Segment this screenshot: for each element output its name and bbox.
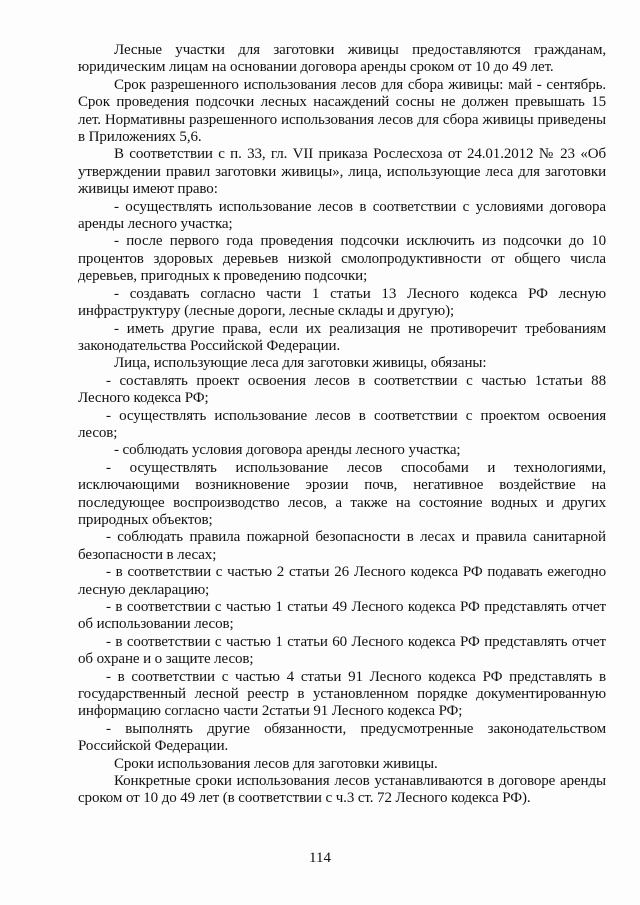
list-item-duty: - соблюдать условия договора аренды лесного участка;	[114, 442, 461, 459]
section-heading: Сроки использования лесов для заготовки живицы.	[114, 755, 438, 772]
list-item-duty: - в соответствии с частью 1 статьи 49 Лесного кодекса РФ представлять отчет об использовании лесов;	[78, 599, 606, 633]
list-item-duty: - составлять проект освоения лесов в соответствии с частью 1статьи 88 Лесного кодекса РФ;	[78, 372, 606, 407]
paragraph-leasing: Лесные участки для заготовки живицы предоставляются гражданам, юридическим лицам на основании договора аренды сроком от 10 до 49 лет.	[78, 42, 606, 76]
list-item-duty: - выполнять другие обязанности, предусмотренные законодательством Российской Федерации.	[78, 720, 606, 755]
list-item-duty: - в соответствии с частью 2 статьи 26 Лесного кодекса РФ подавать ежегодно лесную декларацию;	[78, 564, 606, 598]
list-item-duty: - соблюдать правила пожарной безопасности в лесах и правила санитарной безопасности в лесах;	[78, 529, 606, 563]
list-item-right: - после первого года проведения подсочки исключить из подсочки до 10 процентов здоровых деревьев низкой смолопродуктивности от общего числа деревьев, пригодных к проведению подсочки;	[78, 233, 606, 285]
list-item-duty: - в соответствии с частью 4 статьи 91 Лесного кодекса РФ представлять в государственный лесной реестр в установленном порядке документированную информацию согласно части 2статьи 91 Лесного кодекса РФ;	[78, 668, 606, 720]
list-item-right: - осуществлять использование лесов в соответствии с условиями договора аренды лесного участка;	[78, 198, 606, 233]
paragraph-duties-intro: Лица, использующие леса для заготовки живицы, обязаны:	[114, 355, 487, 372]
page-number: 114	[309, 850, 331, 866]
list-item-duty: - осуществлять использование лесов способами и технологиями, исключающими возникновение эрозии почв, негативное воздействие на последующее воспроизводство лесов, а также на состояние водных и других природных объектов;	[78, 459, 606, 528]
list-item-duty: - в соответствии с частью 1 статьи 60 Лесного кодекса РФ представлять отчет об охране и о защите лесов;	[78, 633, 606, 668]
paragraph-terms: Конкретные сроки использования лесов устанавливаются в договоре аренды сроком от 10 до 49 лет (в соответствии с ч.3 ст. 72 Лесного кодекса РФ).	[78, 773, 606, 807]
paragraph-period: Срок разрешенного использования лесов для сбора живицы: май - сентябрь. Срок проведения подсочки лесных насаждений сосны не должен превышать 15 лет. Нормативны разрешенного использования лесов для сбора живицы приведены в Приложениях 5,6.	[78, 76, 606, 146]
list-item-duty: - осуществлять использование лесов в соответствии с проектом освоения лесов;	[78, 407, 606, 441]
list-item-right: - иметь другие права, если их реализация не противоречит требованиям законодательства Российской Федерации.	[78, 320, 606, 354]
list-item-right: - создавать согласно части 1 статьи 13 Лесного кодекса РФ лесную инфраструктуру (лесные дороги, лесные склады и другую);	[78, 285, 606, 320]
paragraph-rights-intro: В соответствии с п. 33, гл. VII приказа Рослесхоза от 24.01.2012 № 23 «Об утверждении правил заготовки живицы», лица, использующие леса для заготовки живицы имеют право:	[78, 146, 606, 198]
document-body	[78, 42, 606, 808]
